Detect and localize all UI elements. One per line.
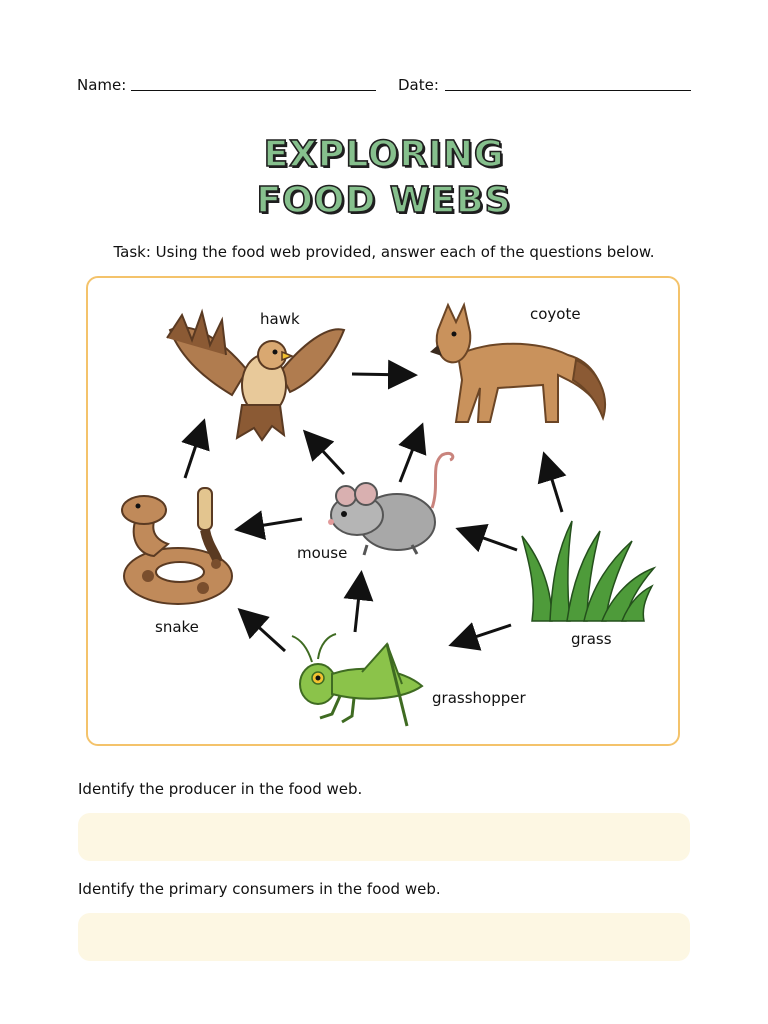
arrow-grass-to-mouse — [461, 530, 517, 550]
title-line-2: FOOD WEBS — [256, 180, 512, 221]
label-grasshopper: grasshopper — [432, 689, 526, 707]
arrow-grass-to-grasshopper — [454, 625, 511, 644]
arrow-grass-to-coyote — [545, 457, 562, 512]
question-1: Identify the producer in the food web. — [78, 780, 363, 798]
hawk-icon — [162, 300, 352, 445]
answer-box-2[interactable] — [78, 913, 690, 961]
name-label: Name: — [77, 76, 127, 94]
arrow-grasshopper-to-snake — [242, 612, 285, 651]
question-2: Identify the primary consumers in the food web. — [78, 880, 441, 898]
date-label: Date: — [398, 76, 439, 94]
label-coyote: coyote — [530, 305, 581, 323]
arrow-hawk-to-coyote — [352, 374, 412, 375]
label-hawk: hawk — [260, 310, 300, 328]
snake-icon — [118, 484, 238, 612]
label-snake: snake — [155, 618, 199, 636]
coyote-icon — [428, 300, 613, 430]
grass-icon — [522, 516, 654, 624]
arrow-grasshopper-to-mouse — [355, 576, 361, 632]
arrow-mouse-to-snake — [240, 519, 302, 529]
grasshopper-icon — [292, 634, 428, 730]
task-instructions: Task: Using the food web provided, answer each of the questions below. — [113, 243, 655, 261]
label-mouse: mouse — [297, 544, 348, 562]
answer-box-1[interactable] — [78, 813, 690, 861]
title-line-1: EXPLORING — [263, 134, 505, 175]
label-grass: grass — [571, 630, 612, 648]
